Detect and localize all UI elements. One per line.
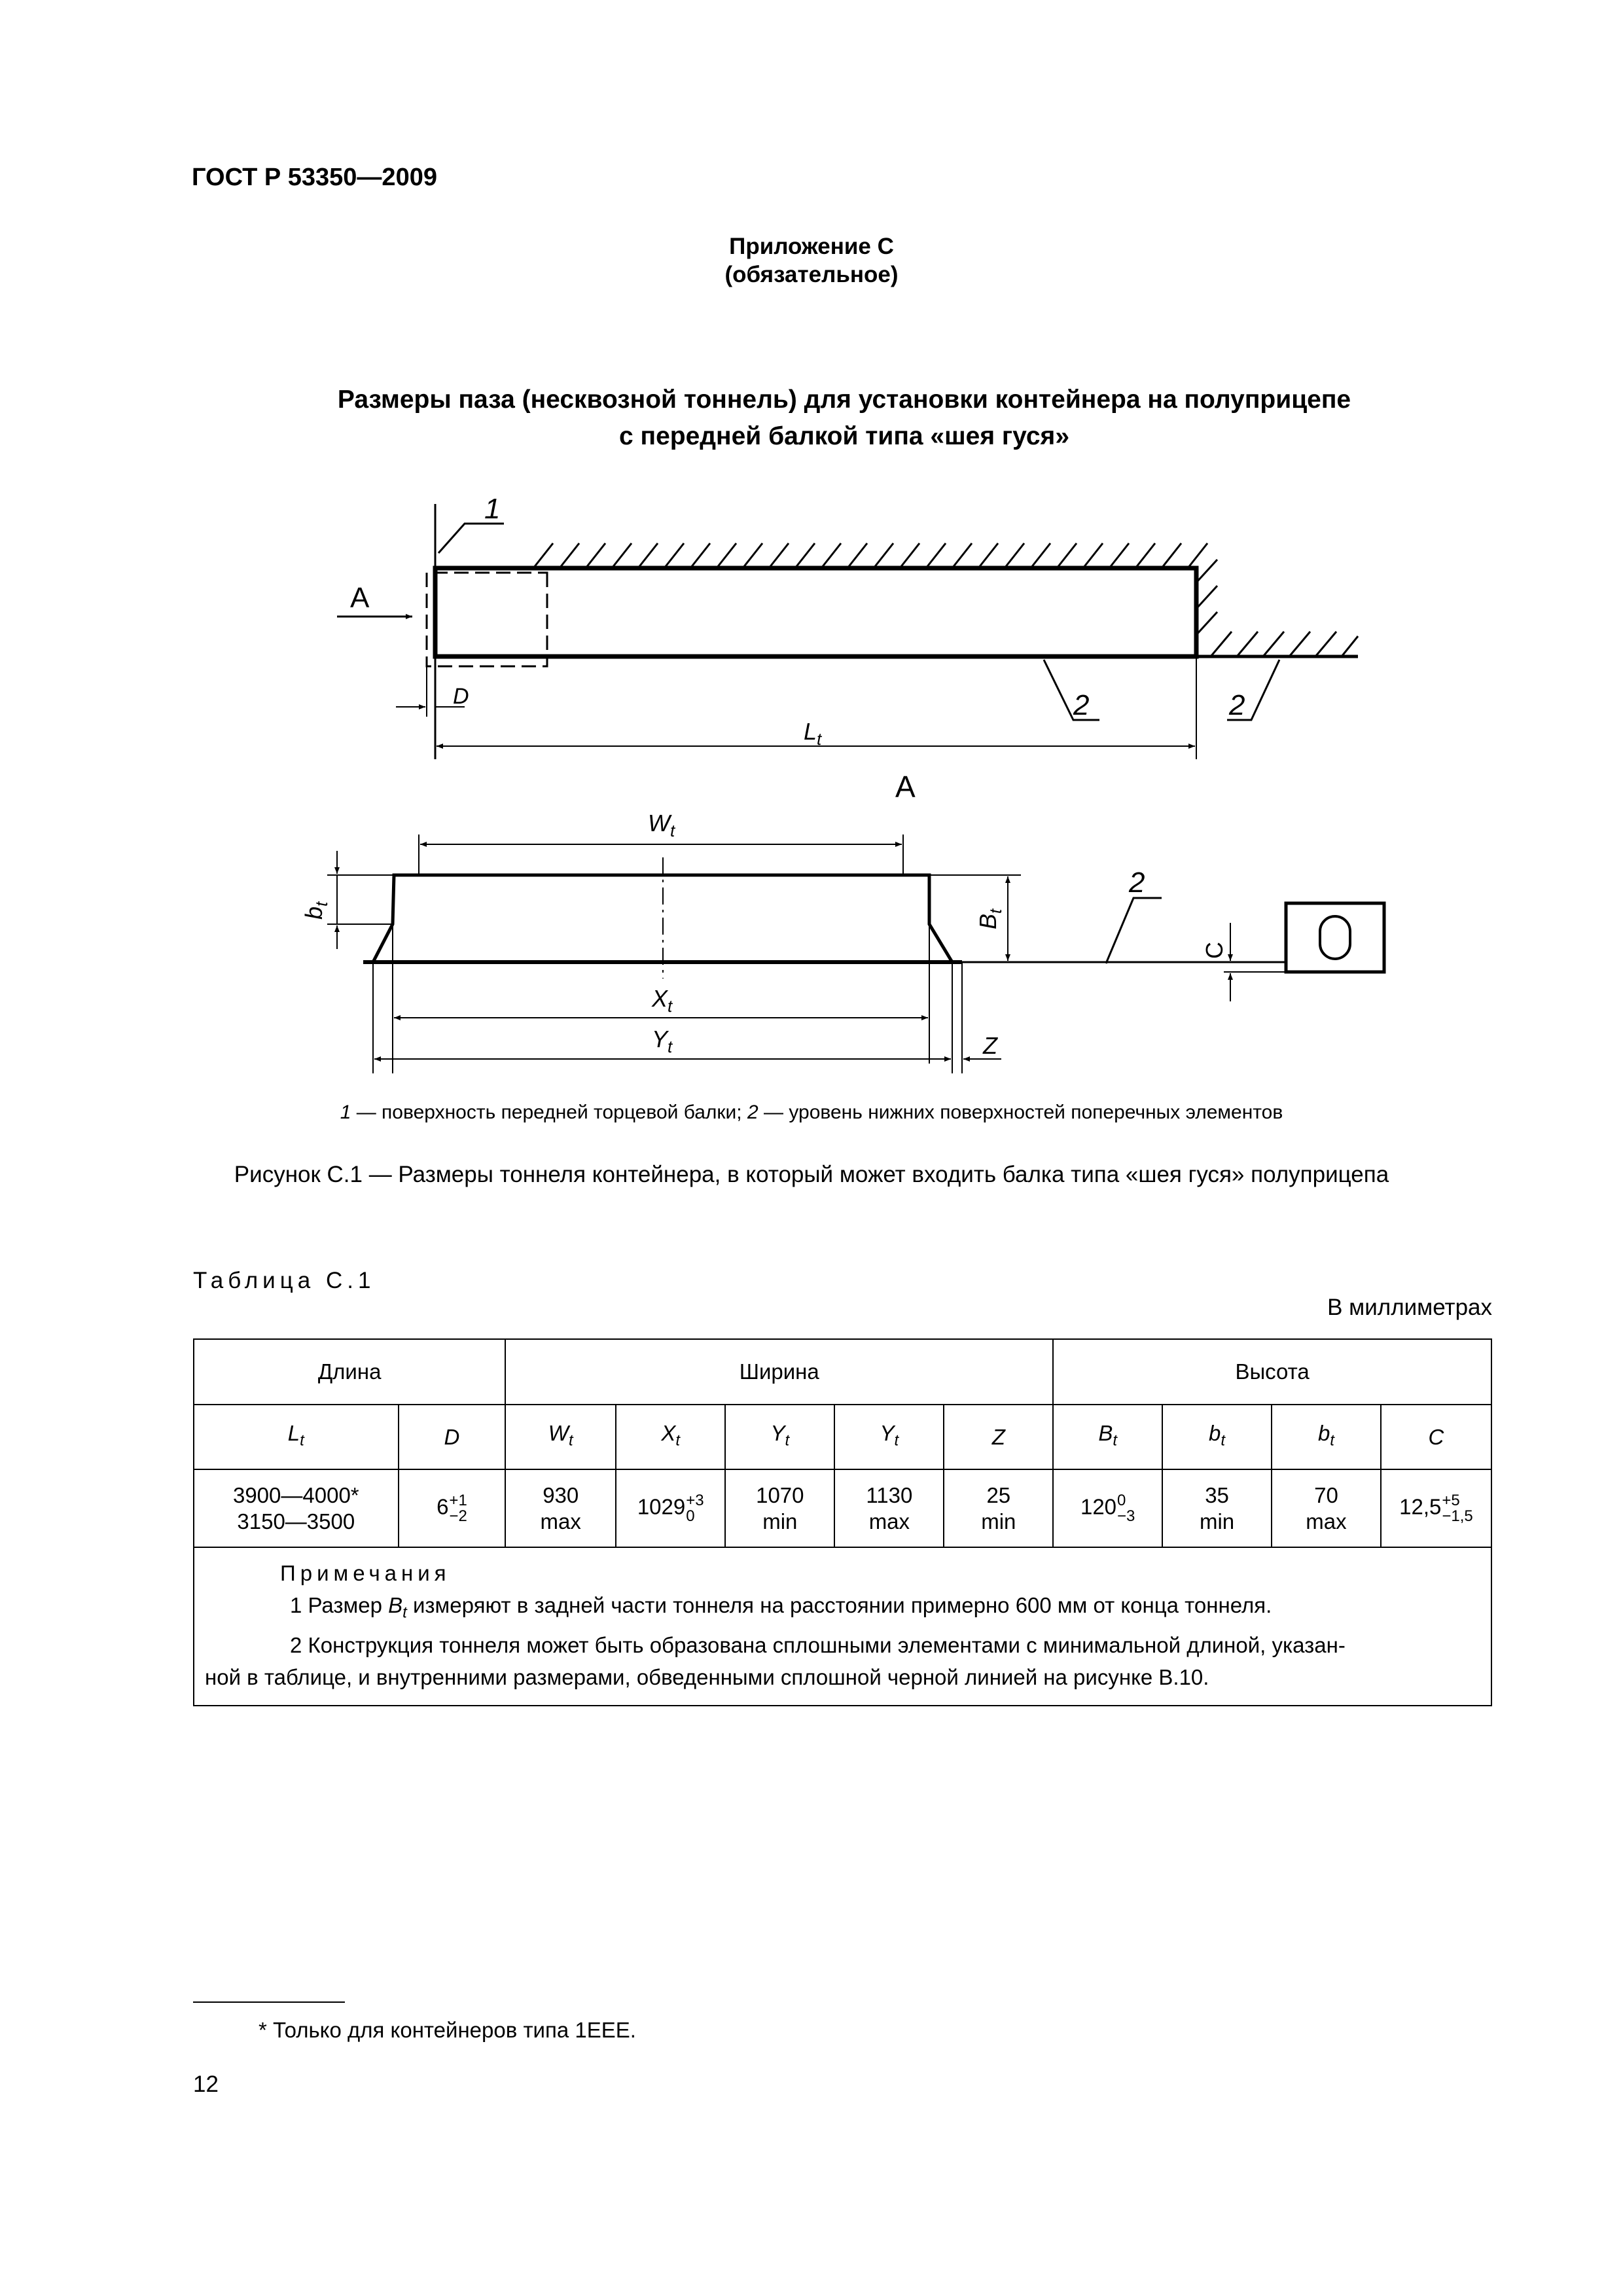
table-symbol-header-row (194, 1405, 1491, 1469)
cell-lt: 3900—4000* 3150—3500 (194, 1469, 399, 1547)
cell-c: 12,5 +5 −1,5 (1381, 1469, 1491, 1547)
legend-number-1: 1 (340, 1102, 351, 1123)
col-c: C (1381, 1405, 1491, 1469)
section-view-labels (300, 810, 1228, 1059)
footnote-rule (193, 2001, 345, 2003)
group-height: Высота (1053, 1339, 1491, 1405)
col-d: D (399, 1405, 506, 1469)
section-view (327, 834, 1384, 1073)
document-header: ГОСТ Р 53350—2009 (192, 164, 437, 191)
hatch-ground (1211, 632, 1358, 656)
section-title-line-2: с передней балкой типа «шея гуся» (618, 422, 1070, 450)
col-bt-min: $b_t$ (1162, 1405, 1272, 1469)
section-title (249, 382, 1440, 455)
hatch-wall (1196, 560, 1217, 635)
appendix-title: Приложение C (729, 234, 894, 259)
group-length: Длина (194, 1339, 505, 1405)
figure-caption: Рисунок С.1 — Размеры тоннеля контейнера, в который может входить балка типа «шея гуся» полуприцепа (234, 1162, 1389, 1187)
section-title-line-1: Размеры паза (несквозной тоннель) для установки контейнера на полуприцепе (337, 386, 1351, 414)
cell-yt-max: 1130 max (834, 1469, 944, 1547)
footnote: * Только для контейнеров типа 1ЕЕЕ. (259, 2018, 636, 2042)
table-caption: Таблица C.1 (193, 1268, 376, 1293)
dim-d-label: D (453, 684, 469, 709)
callout-1: 1 (484, 493, 501, 525)
cell-z: 25 min (944, 1469, 1053, 1547)
dimensions-table (193, 1338, 1492, 1706)
units-note: В миллиметрах (1327, 1295, 1492, 1320)
table-notes (194, 1547, 1491, 1706)
notes-heading: Примечания (280, 1561, 451, 1585)
col-lt: $L_t$ (194, 1405, 399, 1469)
col-yt-min: $Y_t$ (725, 1405, 834, 1469)
note-2-line-2: ной в таблице, и внутренними размерами, обведенными сплошной черной линией на рисунке В.10. (205, 1664, 1209, 1689)
view-arrow-label: A (350, 582, 370, 614)
dim-c-label: C (1201, 942, 1228, 959)
table-group-header-row (194, 1339, 1491, 1405)
cell-wt: 930 max (505, 1469, 616, 1547)
col-bt: $B_t$ (1053, 1405, 1162, 1469)
cell-d: 6 +1 −2 (399, 1469, 506, 1547)
dim-z-label: Z (983, 1032, 997, 1059)
note-2-line-1: 2 Конструкция тоннеля может быть образована сплошными элементами с минимальной длиной, указан- (290, 1632, 1346, 1657)
table-notes-row (194, 1547, 1491, 1706)
legend-number-2: 2 (747, 1102, 758, 1123)
side-view (337, 504, 1358, 759)
col-xt: $X_t$ (616, 1405, 725, 1469)
dim-xt-label: $X_t$ (652, 985, 673, 1016)
cell-bt-min: 35 min (1162, 1469, 1272, 1547)
group-width: Ширина (505, 1339, 1053, 1405)
dim-bt-label: $B_t$ (974, 908, 1005, 929)
cell-xt: 1029 +3 0 (616, 1469, 725, 1547)
callout-2a: 2 (1073, 689, 1090, 721)
table-values-row (194, 1469, 1491, 1547)
dim-wt-label: $W_t$ (648, 810, 675, 840)
legend-text-2: — уровень нижних поверхностей поперечных элементов (758, 1102, 1283, 1123)
legend-text-1: — поверхность передней торцевой балки; (351, 1102, 747, 1123)
dim-yt-label: $Y_t$ (652, 1026, 673, 1056)
appendix-kind: (обязательное) (724, 262, 899, 287)
col-z: Z (944, 1405, 1053, 1469)
view-a-title: A (895, 770, 916, 804)
cell-bt-max: 70 max (1272, 1469, 1381, 1547)
note-1: 1 Размер $B_t$ измеряют в задней части тоннеля на расстоянии примерно 600 мм от конца тоннеля. (290, 1593, 1272, 1622)
page-number: 12 (193, 2072, 219, 2097)
hatch-top (533, 543, 1207, 568)
cell-yt-min: 1070 min (725, 1469, 834, 1547)
cell-bt: 120 0 −3 (1053, 1469, 1162, 1547)
callout-2b: 2 (1229, 689, 1245, 721)
dim-lt-label: $L_t$ (804, 718, 822, 749)
dim-bt-small-label: $b_t$ (300, 901, 331, 920)
callout-2c: 2 (1129, 867, 1145, 899)
col-wt: $W_t$ (505, 1405, 616, 1469)
side-view-labels (350, 493, 1245, 749)
col-yt-max: $Y_t$ (834, 1405, 944, 1469)
figure-legend (0, 1102, 1623, 1124)
col-bt-max: $b_t$ (1272, 1405, 1381, 1469)
